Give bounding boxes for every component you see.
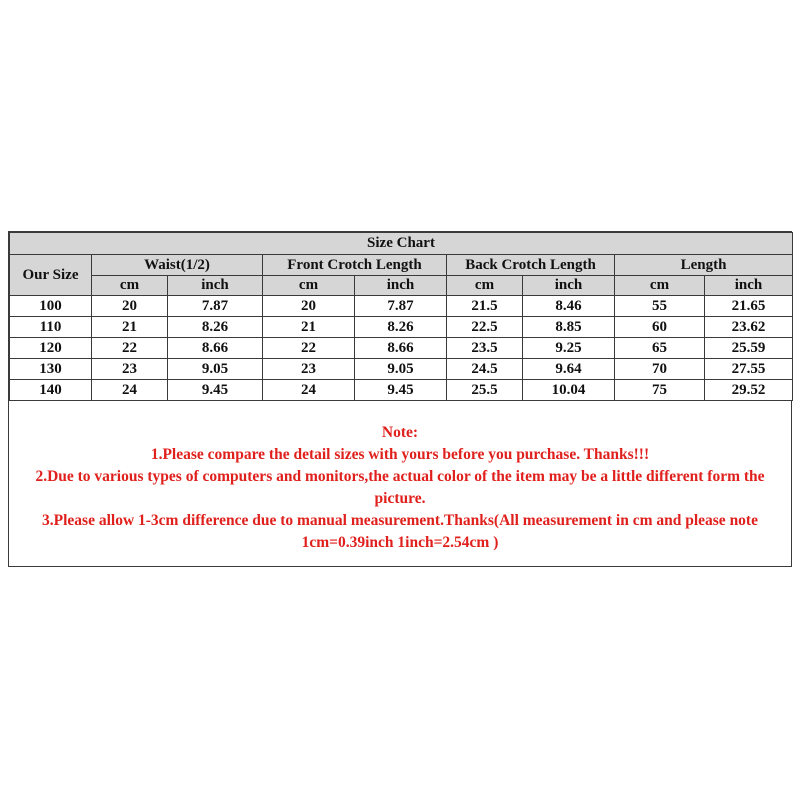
table-cell: 22.5 (447, 317, 523, 338)
size-cell: 140 (10, 380, 92, 401)
table-row (10, 338, 793, 359)
table-cell: 9.45 (355, 380, 447, 401)
note-line-2: 2.Due to various types of computers and monitors,the actual color of the item may be a little different form the picture. (35, 468, 765, 507)
table-cell: 75 (615, 380, 705, 401)
table-cell: 20 (92, 296, 168, 317)
note-line-3: 3.Please allow 1-3cm difference due to manual measurement.Thanks(All measurement in cm and please note 1cm=0.39inch 1inch=2.54cm ) (42, 512, 758, 551)
size-cell: 130 (10, 359, 92, 380)
unit-header: cm (615, 276, 705, 296)
size-cell: 100 (10, 296, 92, 317)
table-cell: 10.04 (523, 380, 615, 401)
table-cell: 9.05 (355, 359, 447, 380)
size-chart-table (9, 232, 793, 401)
table-cell: 8.66 (355, 338, 447, 359)
notes-heading: Note: (381, 424, 419, 441)
table-cell: 27.55 (705, 359, 793, 380)
table-cell: 8.66 (168, 338, 263, 359)
table-cell: 23.5 (447, 338, 523, 359)
table-cell: 22 (263, 338, 355, 359)
table-cell: 25.5 (447, 380, 523, 401)
group-header-front-crotch: Front Crotch Length (263, 255, 447, 276)
unit-header: inch (168, 276, 263, 296)
table-cell: 9.45 (168, 380, 263, 401)
unit-header: cm (92, 276, 168, 296)
table-cell: 23.62 (705, 317, 793, 338)
table-cell: 21.5 (447, 296, 523, 317)
note-line-1: 1.Please compare the detail sizes with yours before you purchase. Thanks!!! (150, 446, 650, 463)
size-chart-sheet (8, 231, 792, 567)
table-row (10, 359, 793, 380)
table-cell: 9.25 (523, 338, 615, 359)
table-cell: 29.52 (705, 380, 793, 401)
group-header-back-crotch: Back Crotch Length (447, 255, 615, 276)
table-cell: 9.64 (523, 359, 615, 380)
table-cell: 23 (92, 359, 168, 380)
table-cell: 24 (92, 380, 168, 401)
our-size-header: Our Size (10, 255, 92, 296)
table-cell: 7.87 (168, 296, 263, 317)
table-cell: 25.59 (705, 338, 793, 359)
unit-header: cm (263, 276, 355, 296)
group-header-waist: Waist(1/2) (92, 255, 263, 276)
table-cell: 24 (263, 380, 355, 401)
table-cell: 21 (92, 317, 168, 338)
table-cell: 60 (615, 317, 705, 338)
table-cell: 21 (263, 317, 355, 338)
table-cell: 23 (263, 359, 355, 380)
group-header-length: Length (615, 255, 793, 276)
size-cell: 120 (10, 338, 92, 359)
table-row (10, 380, 793, 401)
table-cell: 9.05 (168, 359, 263, 380)
table-cell: 22 (92, 338, 168, 359)
table-row (10, 296, 793, 317)
table-cell: 24.5 (447, 359, 523, 380)
table-row (10, 317, 793, 338)
table-cell: 21.65 (705, 296, 793, 317)
unit-header: inch (355, 276, 447, 296)
notes-section (9, 422, 791, 554)
table-cell: 8.26 (168, 317, 263, 338)
table-cell: 20 (263, 296, 355, 317)
table-cell: 8.26 (355, 317, 447, 338)
table-cell: 8.85 (523, 317, 615, 338)
size-cell: 110 (10, 317, 92, 338)
unit-header: inch (705, 276, 793, 296)
unit-header: inch (523, 276, 615, 296)
table-cell: 70 (615, 359, 705, 380)
table-cell: 7.87 (355, 296, 447, 317)
table-title: Size Chart (10, 233, 793, 255)
table-cell: 55 (615, 296, 705, 317)
unit-header: cm (447, 276, 523, 296)
table-cell: 8.46 (523, 296, 615, 317)
table-cell: 65 (615, 338, 705, 359)
